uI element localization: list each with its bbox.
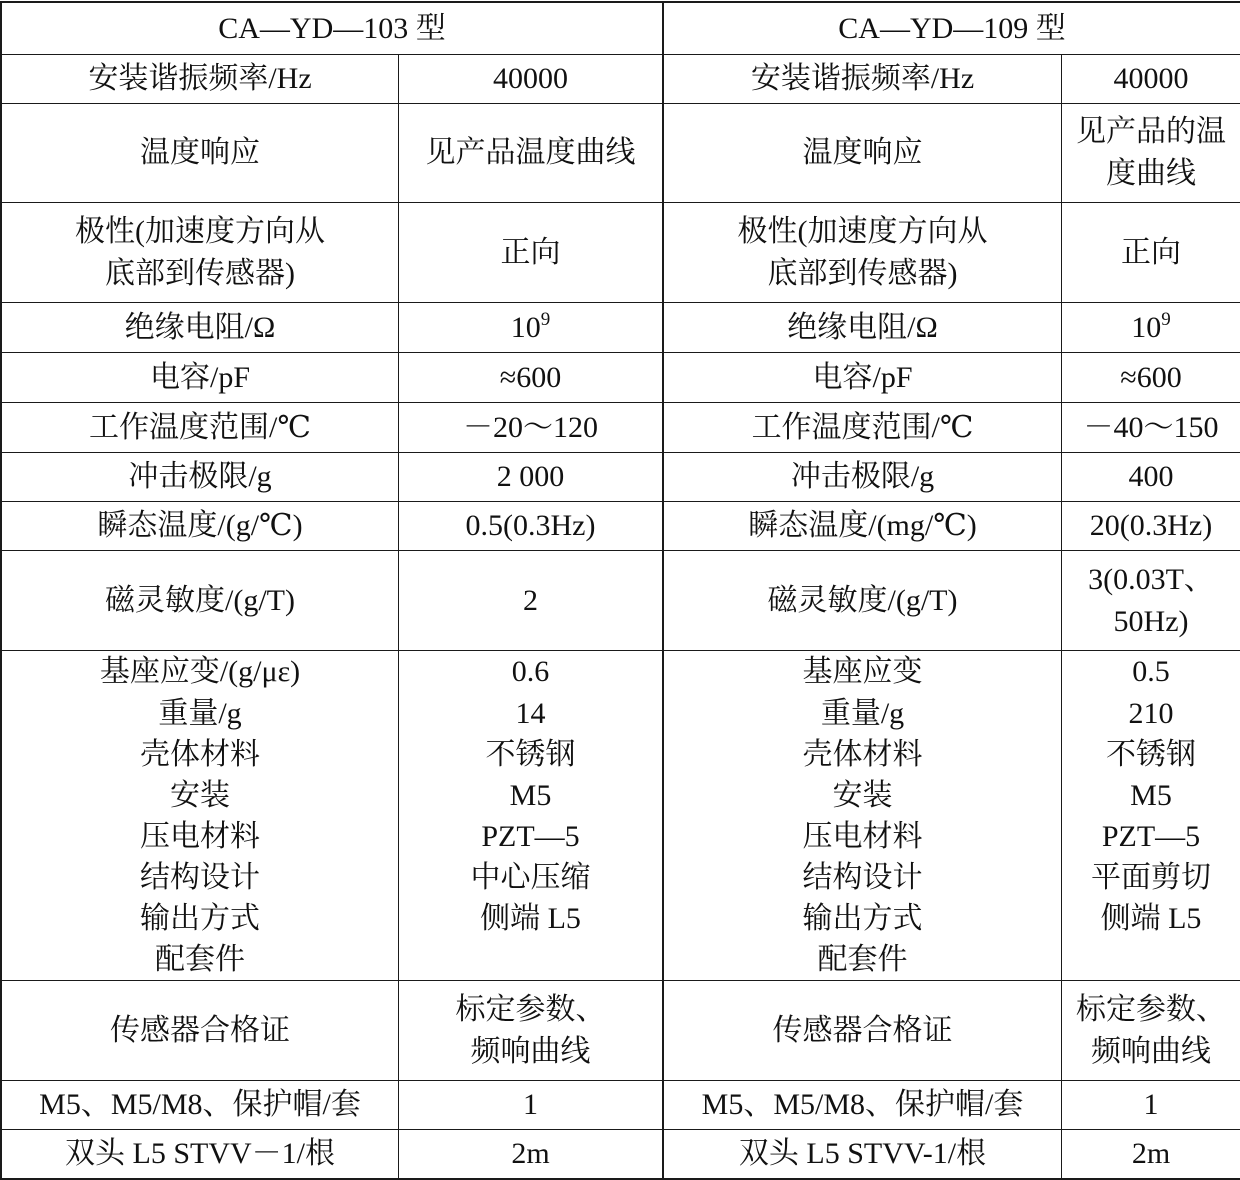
spec-value: 侧端 L5 xyxy=(399,898,664,939)
spec-value: 正向 xyxy=(1062,203,1240,303)
spec-value: 0.5 xyxy=(1062,651,1240,693)
spec-label: 温度响应 xyxy=(664,104,1062,203)
spec-row xyxy=(2,693,1240,734)
spec-row xyxy=(2,353,1240,403)
power-base: 10 xyxy=(510,310,541,344)
spec-value: 210 xyxy=(1062,693,1240,734)
model-header-row xyxy=(2,3,1240,55)
spec-value xyxy=(1062,104,1240,203)
spec-rows xyxy=(2,55,1240,1180)
model-header-109: CA—YD—109 型 xyxy=(664,3,1240,55)
spec-label: 双头 L5 STVV-1/根 xyxy=(664,1130,1062,1180)
cell-line: 频响曲线 xyxy=(470,1034,591,1068)
spec-value: 2 xyxy=(399,551,664,651)
spec-row xyxy=(2,453,1240,502)
specification-table xyxy=(0,1,1240,1180)
spec-label: M5、M5/M8、保护帽/套 xyxy=(664,1081,1062,1130)
spec-value: 0.6 xyxy=(399,651,664,693)
spec-row xyxy=(2,55,1240,104)
spec-value: ≈600 xyxy=(1062,353,1240,403)
spec-row xyxy=(2,551,1240,651)
spec-label: 基座应变 xyxy=(664,651,1062,693)
spec-value: 400 xyxy=(1062,453,1240,502)
cell-line: 3(0.03T、 xyxy=(1088,562,1214,596)
spec-label: 电容/pF xyxy=(664,353,1062,403)
spec-value: 正向 xyxy=(399,203,664,303)
spec-label: 重量/g xyxy=(664,693,1062,734)
spec-value: PZT—5 xyxy=(1062,816,1240,857)
spec-value xyxy=(1062,981,1240,1081)
cell-line: 见产品的温 xyxy=(1076,115,1227,148)
spec-label: 瞬态温度/(g/℃) xyxy=(2,502,399,551)
spec-value xyxy=(1062,551,1240,651)
spec-label: 配套件 xyxy=(664,939,1062,981)
spec-value: 平面剪切 xyxy=(1062,857,1240,898)
spec-row xyxy=(2,981,1240,1081)
spec-value: 不锈钢 xyxy=(399,734,664,775)
spec-value: M5 xyxy=(1062,775,1240,816)
cell-line: 极性(加速度方向从 xyxy=(737,214,988,248)
spec-label: 磁灵敏度/(g/T) xyxy=(664,551,1062,651)
spec-value: －40～150 xyxy=(1062,403,1240,453)
spec-label: 壳体材料 xyxy=(664,734,1062,775)
power-exponent: 9 xyxy=(540,308,551,330)
spec-value: 1 xyxy=(399,1081,664,1130)
spec-value: ≈600 xyxy=(399,353,664,403)
spec-label xyxy=(664,203,1062,303)
spec-value: 40000 xyxy=(1062,55,1240,104)
cell-line: 标定参数、 xyxy=(1076,992,1227,1026)
spec-label: 壳体材料 xyxy=(2,734,399,775)
spec-label: 安装 xyxy=(664,775,1062,816)
spec-label: 结构设计 xyxy=(664,857,1062,898)
cell-line: 底部到传感器) xyxy=(105,256,295,290)
spec-label: 双头 L5 STVV－1/根 xyxy=(2,1130,399,1180)
spec-value xyxy=(399,939,664,981)
spec-row xyxy=(2,898,1240,939)
spec-label: 重量/g xyxy=(2,693,399,734)
spec-value: 2m xyxy=(399,1130,664,1180)
spec-row xyxy=(2,775,1240,816)
spec-label: 安装谐振频率/Hz xyxy=(2,55,399,104)
cell-line: 度曲线 xyxy=(1106,157,1197,190)
power-exponent: 9 xyxy=(1161,308,1171,330)
spec-label: 压电材料 xyxy=(664,816,1062,857)
spec-row xyxy=(2,502,1240,551)
spec-value: －20～120 xyxy=(399,403,664,453)
spec-row xyxy=(2,203,1240,303)
spec-label: 安装 xyxy=(2,775,399,816)
spec-value: PZT—5 xyxy=(399,816,664,857)
spec-label: 输出方式 xyxy=(664,898,1062,939)
spec-label: 冲击极限/g xyxy=(664,453,1062,502)
spec-label: 磁灵敏度/(g/T) xyxy=(2,551,399,651)
spec-value: 1 xyxy=(1062,1081,1240,1130)
cell-line: 标定参数、 xyxy=(455,992,606,1026)
spec-row xyxy=(2,857,1240,898)
spec-row xyxy=(2,403,1240,453)
spec-value: 中心压缩 xyxy=(399,857,664,898)
spec-row xyxy=(2,303,1240,353)
spec-label: M5、M5/M8、保护帽/套 xyxy=(2,1081,399,1130)
spec-value: 2m xyxy=(1062,1130,1240,1180)
cell-line: 底部到传感器) xyxy=(767,256,958,290)
spec-value: 20(0.3Hz) xyxy=(1062,502,1240,551)
spec-value: 2 000 xyxy=(399,453,664,502)
spec-label: 结构设计 xyxy=(2,857,399,898)
spec-label: 绝缘电阻/Ω xyxy=(664,303,1062,353)
spec-label: 配套件 xyxy=(2,939,399,981)
spec-value xyxy=(1062,939,1240,981)
spec-row xyxy=(2,816,1240,857)
spec-label: 工作温度范围/℃ xyxy=(664,403,1062,453)
spec-value: 见产品温度曲线 xyxy=(399,104,664,203)
spec-value: 不锈钢 xyxy=(1062,734,1240,775)
spec-row xyxy=(2,104,1240,203)
spec-label: 传感器合格证 xyxy=(664,981,1062,1081)
spec-label: 电容/pF xyxy=(2,353,399,403)
power-base: 10 xyxy=(1131,310,1162,344)
spec-row xyxy=(2,651,1240,693)
spec-value xyxy=(1062,303,1240,353)
cell-line: 50Hz) xyxy=(1113,604,1189,638)
cell-line: 频响曲线 xyxy=(1091,1034,1212,1068)
spec-row xyxy=(2,1130,1240,1180)
spec-label: 安装谐振频率/Hz xyxy=(664,55,1062,104)
spec-label: 压电材料 xyxy=(2,816,399,857)
spec-label xyxy=(2,203,399,303)
spec-label: 温度响应 xyxy=(2,104,399,203)
spec-row xyxy=(2,734,1240,775)
spec-value: M5 xyxy=(399,775,664,816)
spec-label: 基座应变/(g/με) xyxy=(2,651,399,693)
spec-label: 输出方式 xyxy=(2,898,399,939)
spec-label: 绝缘电阻/Ω xyxy=(2,303,399,353)
spec-value: 40000 xyxy=(399,55,664,104)
spec-label: 冲击极限/g xyxy=(2,453,399,502)
spec-row xyxy=(2,939,1240,981)
model-header-103: CA—YD—103 型 xyxy=(2,3,664,55)
spec-value: 侧端 L5 xyxy=(1062,898,1240,939)
spec-value: 14 xyxy=(399,693,664,734)
spec-label: 工作温度范围/℃ xyxy=(2,403,399,453)
cell-line: 极性(加速度方向从 xyxy=(75,214,325,248)
spec-value xyxy=(399,303,664,353)
spec-label: 瞬态温度/(mg/℃) xyxy=(664,502,1062,551)
spec-label: 传感器合格证 xyxy=(2,981,399,1081)
spec-row xyxy=(2,1081,1240,1130)
spec-value: 0.5(0.3Hz) xyxy=(399,502,664,551)
spec-value xyxy=(399,981,664,1081)
